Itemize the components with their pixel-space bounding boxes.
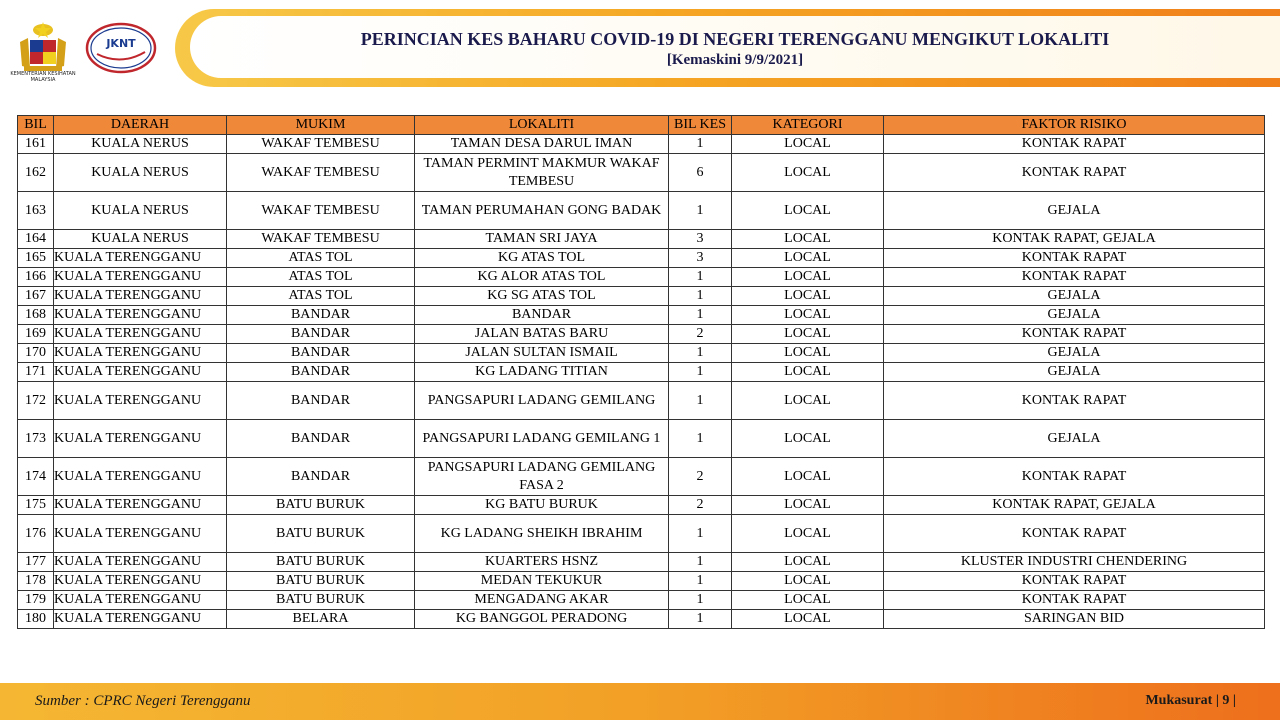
cell-faktor-risiko: KONTAK RAPAT xyxy=(884,268,1265,287)
footer-source: Sumber : CPRC Negeri Terengganu xyxy=(35,693,251,709)
table-row xyxy=(18,572,1265,591)
cell-lokaliti: KG LADANG TITIAN xyxy=(415,363,669,382)
cell-faktor-risiko: KONTAK RAPAT xyxy=(884,325,1265,344)
cell-faktor-risiko: KONTAK RAPAT xyxy=(884,249,1265,268)
cell-kategori: LOCAL xyxy=(732,344,884,363)
cell-kategori: LOCAL xyxy=(732,382,884,420)
cell-kategori: LOCAL xyxy=(732,249,884,268)
cell-kategori: LOCAL xyxy=(732,458,884,496)
col-header-mukim: MUKIM xyxy=(227,116,415,135)
cell-kategori: LOCAL xyxy=(732,610,884,629)
cell-bil: 174 xyxy=(18,458,54,496)
cell-mukim: WAKAF TEMBESU xyxy=(227,154,415,192)
table-row xyxy=(18,610,1265,629)
cell-bil: 165 xyxy=(18,249,54,268)
cell-daerah: KUALA TERENGGANU xyxy=(54,515,227,553)
cell-mukim: BATU BURUK xyxy=(227,591,415,610)
cell-lokaliti: MEDAN TEKUKUR xyxy=(415,572,669,591)
cell-bil: 161 xyxy=(18,135,54,154)
cell-lokaliti: KG BANGGOL PERADONG xyxy=(415,610,669,629)
cell-kategori: LOCAL xyxy=(732,325,884,344)
cell-daerah: KUALA NERUS xyxy=(54,192,227,230)
cases-table xyxy=(17,115,1265,629)
cell-mukim: BANDAR xyxy=(227,306,415,325)
table-row xyxy=(18,268,1265,287)
cell-bil: 166 xyxy=(18,268,54,287)
page-number: Mukasurat | 9 | xyxy=(1145,693,1236,708)
cell-bil: 171 xyxy=(18,363,54,382)
cell-kategori: LOCAL xyxy=(732,287,884,306)
cell-kategori: LOCAL xyxy=(732,553,884,572)
cell-daerah: KUALA NERUS xyxy=(54,154,227,192)
cell-bil-kes: 1 xyxy=(669,610,732,629)
cell-faktor-risiko: GEJALA xyxy=(884,420,1265,458)
cell-faktor-risiko: GEJALA xyxy=(884,363,1265,382)
cell-mukim: BANDAR xyxy=(227,382,415,420)
cell-kategori: LOCAL xyxy=(732,192,884,230)
cell-kategori: LOCAL xyxy=(732,135,884,154)
cell-faktor-risiko: GEJALA xyxy=(884,344,1265,363)
cell-faktor-risiko: KONTAK RAPAT xyxy=(884,154,1265,192)
table-row xyxy=(18,192,1265,230)
cell-mukim: BATU BURUK xyxy=(227,515,415,553)
cell-bil-kes: 3 xyxy=(669,230,732,249)
cell-bil-kes: 3 xyxy=(669,249,732,268)
cell-daerah: KUALA TERENGGANU xyxy=(54,268,227,287)
cell-lokaliti: PANGSAPURI LADANG GEMILANG FASA 2 xyxy=(415,458,669,496)
cell-lokaliti: TAMAN DESA DARUL IMAN xyxy=(415,135,669,154)
cell-bil-kes: 1 xyxy=(669,591,732,610)
col-header-daerah: DAERAH xyxy=(54,116,227,135)
cell-bil-kes: 1 xyxy=(669,287,732,306)
cell-bil-kes: 2 xyxy=(669,458,732,496)
cell-bil: 167 xyxy=(18,287,54,306)
cell-faktor-risiko: KONTAK RAPAT xyxy=(884,572,1265,591)
cell-bil-kes: 1 xyxy=(669,553,732,572)
table-body xyxy=(18,135,1265,629)
cell-kategori: LOCAL xyxy=(732,515,884,553)
cell-bil-kes: 1 xyxy=(669,268,732,287)
cell-faktor-risiko: KONTAK RAPAT, GEJALA xyxy=(884,230,1265,249)
cell-daerah: KUALA TERENGGANU xyxy=(54,382,227,420)
cell-faktor-risiko: KONTAK RAPAT xyxy=(884,591,1265,610)
table-row xyxy=(18,287,1265,306)
cell-lokaliti: TAMAN PERUMAHAN GONG BADAK xyxy=(415,192,669,230)
cell-faktor-risiko: SARINGAN BID xyxy=(884,610,1265,629)
table-row xyxy=(18,382,1265,420)
cell-bil: 175 xyxy=(18,496,54,515)
ministry-logo-caption: KEMENTERIAN KESIHATAN MALAYSIA xyxy=(10,71,76,83)
cell-bil: 178 xyxy=(18,572,54,591)
cell-bil: 163 xyxy=(18,192,54,230)
page-title: PERINCIAN KES BAHARU COVID-19 DI NEGERI TERENGGANU MENGIKUT LOKALITI xyxy=(360,29,1110,49)
table-row xyxy=(18,249,1265,268)
cell-bil-kes: 2 xyxy=(669,325,732,344)
cell-kategori: LOCAL xyxy=(732,363,884,382)
cell-lokaliti: KG ATAS TOL xyxy=(415,249,669,268)
cell-kategori: LOCAL xyxy=(732,306,884,325)
table-row xyxy=(18,591,1265,610)
col-header-faktor-risiko: FAKTOR RISIKO xyxy=(884,116,1265,135)
cell-daerah: KUALA TERENGGANU xyxy=(54,591,227,610)
table-row xyxy=(18,496,1265,515)
cell-lokaliti: KG BATU BURUK xyxy=(415,496,669,515)
cell-daerah: KUALA TERENGGANU xyxy=(54,572,227,591)
cell-bil: 168 xyxy=(18,306,54,325)
cell-mukim: BELARA xyxy=(227,610,415,629)
cell-mukim: WAKAF TEMBESU xyxy=(227,135,415,154)
cell-lokaliti: KG ALOR ATAS TOL xyxy=(415,268,669,287)
cell-daerah: KUALA NERUS xyxy=(54,135,227,154)
table-row xyxy=(18,344,1265,363)
cell-bil-kes: 1 xyxy=(669,192,732,230)
table-row xyxy=(18,458,1265,496)
cell-bil-kes: 1 xyxy=(669,572,732,591)
cell-daerah: KUALA TERENGGANU xyxy=(54,363,227,382)
cell-kategori: LOCAL xyxy=(732,420,884,458)
cell-daerah: KUALA TERENGGANU xyxy=(54,458,227,496)
cell-kategori: LOCAL xyxy=(732,268,884,287)
table-row xyxy=(18,230,1265,249)
jknt-logo-label: JKNT xyxy=(106,37,136,50)
cell-bil: 164 xyxy=(18,230,54,249)
table-row xyxy=(18,325,1265,344)
cell-mukim: BATU BURUK xyxy=(227,553,415,572)
cell-mukim: ATAS TOL xyxy=(227,249,415,268)
cell-bil-kes: 1 xyxy=(669,420,732,458)
cell-mukim: BANDAR xyxy=(227,344,415,363)
table-header-row xyxy=(18,116,1265,135)
table-row xyxy=(18,515,1265,553)
cell-daerah: KUALA TERENGGANU xyxy=(54,610,227,629)
cell-bil-kes: 1 xyxy=(669,515,732,553)
cell-daerah: KUALA TERENGGANU xyxy=(54,553,227,572)
col-header-bil-kes: BIL KES xyxy=(669,116,732,135)
cell-lokaliti: PANGSAPURI LADANG GEMILANG xyxy=(415,382,669,420)
cell-daerah: KUALA TERENGGANU xyxy=(54,344,227,363)
cell-faktor-risiko: GEJALA xyxy=(884,287,1265,306)
cell-faktor-risiko: KONTAK RAPAT, GEJALA xyxy=(884,496,1265,515)
table-row xyxy=(18,154,1265,192)
cell-lokaliti: KG LADANG SHEIKH IBRAHIM xyxy=(415,515,669,553)
cell-daerah: KUALA TERENGGANU xyxy=(54,287,227,306)
cell-bil: 179 xyxy=(18,591,54,610)
cell-lokaliti: TAMAN SRI JAYA xyxy=(415,230,669,249)
cell-faktor-risiko: GEJALA xyxy=(884,306,1265,325)
cell-bil-kes: 1 xyxy=(669,306,732,325)
cell-mukim: ATAS TOL xyxy=(227,287,415,306)
cell-bil-kes: 2 xyxy=(669,496,732,515)
cell-daerah: KUALA TERENGGANU xyxy=(54,496,227,515)
col-header-lokaliti: LOKALITI xyxy=(415,116,669,135)
cell-faktor-risiko: GEJALA xyxy=(884,192,1265,230)
cell-kategori: LOCAL xyxy=(732,591,884,610)
cell-daerah: KUALA TERENGGANU xyxy=(54,325,227,344)
col-header-bil: BIL xyxy=(18,116,54,135)
cell-lokaliti: BANDAR xyxy=(415,306,669,325)
table-row xyxy=(18,363,1265,382)
cell-lokaliti: JALAN BATAS BARU xyxy=(415,325,669,344)
cell-kategori: LOCAL xyxy=(732,154,884,192)
cell-bil: 177 xyxy=(18,553,54,572)
cell-bil: 162 xyxy=(18,154,54,192)
cell-kategori: LOCAL xyxy=(732,230,884,249)
cell-mukim: BANDAR xyxy=(227,325,415,344)
cell-mukim: BATU BURUK xyxy=(227,572,415,591)
cell-mukim: BANDAR xyxy=(227,458,415,496)
cell-daerah: KUALA TERENGGANU xyxy=(54,249,227,268)
cell-mukim: BANDAR xyxy=(227,420,415,458)
cell-bil: 180 xyxy=(18,610,54,629)
cell-faktor-risiko: KONTAK RAPAT xyxy=(884,135,1265,154)
cell-daerah: KUALA NERUS xyxy=(54,230,227,249)
cell-mukim: BATU BURUK xyxy=(227,496,415,515)
cell-bil: 172 xyxy=(18,382,54,420)
cell-faktor-risiko: KONTAK RAPAT xyxy=(884,458,1265,496)
cell-lokaliti: JALAN SULTAN ISMAIL xyxy=(415,344,669,363)
page-subtitle: [Kemaskini 9/9/2021] xyxy=(666,52,804,68)
cell-lokaliti: KG SG ATAS TOL xyxy=(415,287,669,306)
cell-bil-kes: 1 xyxy=(669,363,732,382)
cell-bil: 170 xyxy=(18,344,54,363)
cell-faktor-risiko: KLUSTER INDUSTRI CHENDERING xyxy=(884,553,1265,572)
cell-faktor-risiko: KONTAK RAPAT xyxy=(884,515,1265,553)
cell-bil: 173 xyxy=(18,420,54,458)
table-row xyxy=(18,135,1265,154)
table-row xyxy=(18,306,1265,325)
cell-bil-kes: 1 xyxy=(669,344,732,363)
cell-bil: 169 xyxy=(18,325,54,344)
cell-lokaliti: PANGSAPURI LADANG GEMILANG 1 xyxy=(415,420,669,458)
cell-lokaliti: KUARTERS HSNZ xyxy=(415,553,669,572)
cell-bil-kes: 1 xyxy=(669,135,732,154)
cell-mukim: BANDAR xyxy=(227,363,415,382)
cell-bil: 176 xyxy=(18,515,54,553)
cell-mukim: ATAS TOL xyxy=(227,268,415,287)
col-header-kategori: KATEGORI xyxy=(732,116,884,135)
cell-mukim: WAKAF TEMBESU xyxy=(227,230,415,249)
cell-kategori: LOCAL xyxy=(732,572,884,591)
cell-lokaliti: TAMAN PERMINT MAKMUR WAKAF TEMBESU xyxy=(415,154,669,192)
cell-bil-kes: 1 xyxy=(669,382,732,420)
jknt-logo-icon xyxy=(85,22,157,74)
cell-lokaliti: MENGADANG AKAR xyxy=(415,591,669,610)
cell-faktor-risiko: KONTAK RAPAT xyxy=(884,382,1265,420)
cell-mukim: WAKAF TEMBESU xyxy=(227,192,415,230)
table-row xyxy=(18,420,1265,458)
cell-bil-kes: 6 xyxy=(669,154,732,192)
cell-kategori: LOCAL xyxy=(732,496,884,515)
cell-daerah: KUALA TERENGGANU xyxy=(54,420,227,458)
cell-daerah: KUALA TERENGGANU xyxy=(54,306,227,325)
table-row xyxy=(18,553,1265,572)
